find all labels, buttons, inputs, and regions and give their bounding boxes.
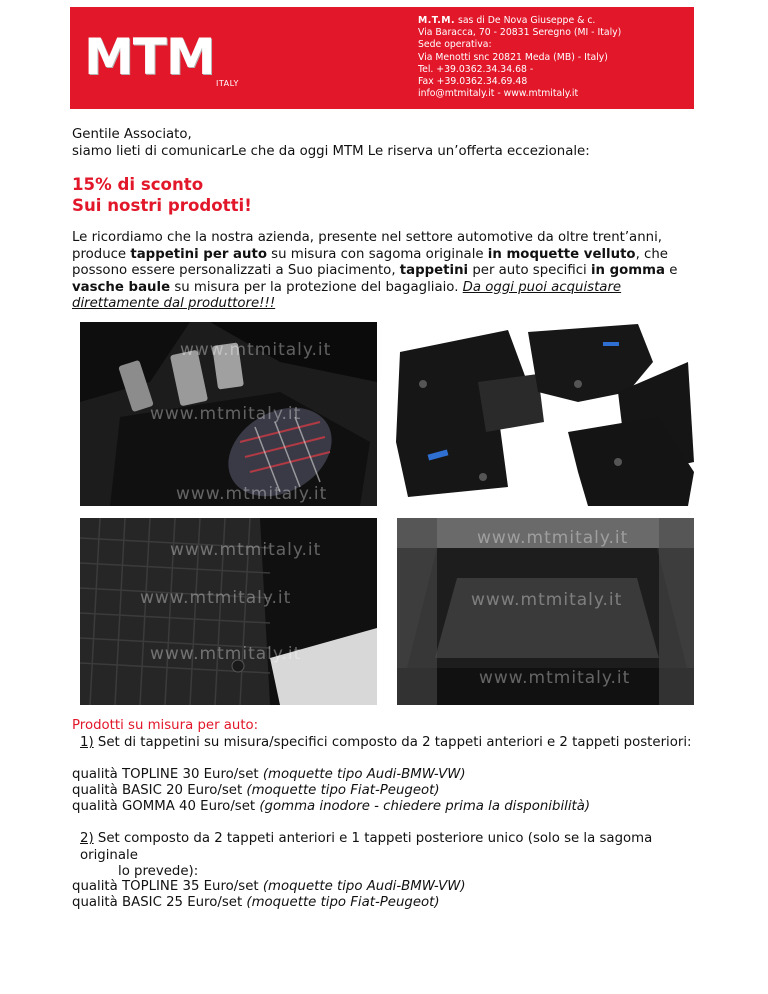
letterhead-banner [70,7,694,109]
contact-line: info@mtmitaly.it - www.mtmitaly.it [418,88,579,100]
company-name-rest: sas di De Nova Giuseppe & c. [455,15,596,26]
watermark: www.mtmitaly.it [150,644,302,664]
price-quality: qualità TOPLINE 30 Euro/set [72,767,263,782]
price-note: (moquette tipo Fiat-Peugeot) [246,895,440,910]
watermark: www.mtmitaly.it [170,540,322,560]
price-line [72,767,466,784]
mtm-logo [84,29,274,91]
price-line [72,799,590,816]
watermark: www.mtmitaly.it [180,340,332,360]
price-quality: qualità GOMMA 40 Euro/set [72,799,260,814]
photo-carpet-mat-set [388,322,694,506]
item-description: Set di tappetini su misura/specifici composto da 2 tappeti anteriori e 2 tappeti posteriori: [93,735,692,750]
intro-paragraph [72,230,700,313]
intro-bold: tappetini per auto [130,246,267,262]
promo-headline [72,174,252,216]
product-item-1 [80,735,692,752]
intro-text: Le ricordiamo che la nostra azienda, presente nel settore automotive da oltre trent’anni, produce [72,230,662,262]
contact-line: Via Baracca, 70 - 20831 Seregno (MI - Italy) [418,27,622,39]
photo-rubber-mats [80,518,377,705]
price-line [72,879,466,896]
price-quality: qualità TOPLINE 35 Euro/set [72,879,263,894]
photo-interior-mats [80,322,377,506]
watermark: www.mtmitaly.it [471,590,623,610]
watermark: www.mtmitaly.it [150,404,302,424]
intro-text: su misura con sagoma originale [266,246,488,262]
intro-text: per auto specifici [468,263,591,279]
item-description-cont: lo prevede): [118,864,199,880]
watermark: www.mtmitaly.it [140,588,292,608]
promo-tagline: Sui nostri prodotti! [72,196,252,215]
intro-text: su misura per la protezione del bagagliaio. [170,279,463,295]
photo-trunk-liner [397,518,694,705]
products-heading: Prodotti su misura per auto: [72,718,259,733]
intro-bold: vasche baule [72,279,171,295]
item-number: 2) [80,831,94,846]
greeting-message: siamo lieti di comunicarLe che da oggi MTM Le riserva un’offerta eccezionale: [72,143,590,159]
watermark: www.mtmitaly.it [477,528,629,548]
company-contact-block [418,15,621,100]
company-abbr: M.T.M. [418,15,456,26]
product-item-2 [80,831,700,881]
price-note: (gomma inodore - chiedere prima la disponibilità) [259,799,591,814]
contact-line: Sede operativa: [418,39,492,51]
price-line [72,783,440,800]
contact-line: Tel. +39.0362.34.34.68 - [418,63,534,75]
intro-call-to-action: Da oggi puoi acquistare direttamente dal produttore!!! [72,279,622,312]
carpet-mats-illustration [388,322,694,506]
price-quality: qualità BASIC 20 Euro/set [72,783,247,798]
price-note: (moquette tipo Audi-BMW-VW) [262,767,466,782]
intro-text: , che possono essere personalizzati a Suo piacimento, [72,246,668,279]
greeting-salutation: Gentile Associato, [72,127,192,142]
watermark: www.mtmitaly.it [176,484,328,504]
logo-wordmark: MTM [84,28,215,86]
intro-text: e [664,263,678,279]
intro-bold: tappetini [399,263,469,279]
contact-line: Via Menotti snc 20821 Meda (MB) - Italy) [418,51,608,63]
greeting [72,127,712,160]
logo-subtitle: ITALY [216,79,239,88]
watermark: www.mtmitaly.it [479,668,631,688]
intro-bold: in moquette velluto [487,246,636,262]
price-quality: qualità BASIC 25 Euro/set [72,895,247,910]
promo-discount: 15% di sconto [72,175,204,194]
price-line [72,895,440,912]
item-number: 1) [80,735,94,750]
price-note: (moquette tipo Audi-BMW-VW) [262,879,466,894]
intro-bold: in gomma [590,263,665,279]
contact-line: Fax +39.0362.34.69.48 [418,76,528,88]
price-note: (moquette tipo Fiat-Peugeot) [246,783,440,798]
item-description: Set composto da 2 tappeti anteriori e 1 tappeti posteriore unico (solo se la sagoma originale [80,831,653,863]
